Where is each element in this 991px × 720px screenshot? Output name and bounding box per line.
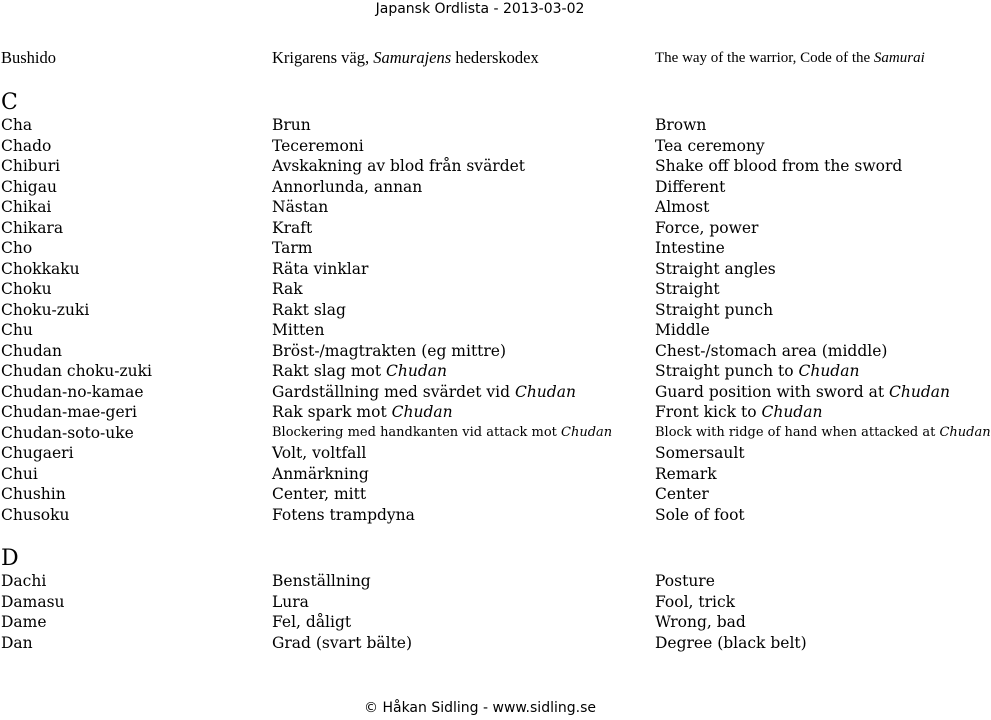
term: Chusoku: [1, 505, 70, 524]
english-translation: Straight angles: [655, 259, 776, 278]
entry-row: [0, 484, 960, 504]
term: Chado: [1, 136, 52, 155]
entry-row: [0, 443, 960, 463]
english-translation: Degree (black belt): [655, 633, 807, 652]
entry-row: [0, 279, 960, 299]
term: Chu: [1, 321, 33, 339]
term: Choku: [1, 280, 52, 298]
swedish-translation: Räta vinklar: [272, 259, 369, 278]
term: Chugaeri: [1, 444, 74, 462]
english-translation: Intestine: [655, 239, 725, 257]
entry-row: [0, 136, 960, 156]
term: Chudan-soto-uke: [1, 423, 134, 442]
entry-row: [0, 300, 960, 320]
swedish-translation: Rakt slag: [272, 300, 346, 319]
entry-row: [0, 382, 960, 402]
english-translation: The way of the warrior, Code of the Samurai: [655, 50, 925, 66]
term: Dachi: [1, 572, 47, 590]
entry-row: [0, 423, 991, 443]
english-translation: Remark: [655, 464, 717, 483]
swedish-translation: Center, mitt: [272, 485, 367, 503]
swedish-translation: Anmärkning: [272, 464, 369, 483]
page-footer: © Håkan Sidling - www.sidling.se: [364, 700, 596, 716]
swedish-translation: Kraft: [272, 218, 313, 237]
swedish-translation: Tarm: [272, 239, 313, 257]
section-letter-c: C: [1, 90, 18, 115]
english-translation: Block with ridge of hand when attacked at Chudan: [655, 424, 991, 440]
entry-row: [0, 341, 960, 361]
term: Chiburi: [1, 157, 61, 175]
page-header: Japansk Ordlista - 2013-03-02: [375, 1, 585, 17]
swedish-translation: Rak: [272, 280, 303, 298]
swedish-translation: Annorlunda, annan: [272, 177, 423, 196]
entry-row: [0, 259, 960, 279]
swedish-translation: Grad (svart bälte): [272, 633, 413, 652]
section-letter-d: D: [1, 546, 19, 571]
entry-row: [0, 177, 960, 197]
term: Cha: [1, 116, 33, 134]
term: Chui: [1, 464, 38, 483]
entry-row: [0, 115, 960, 135]
entry-row: [0, 197, 960, 217]
entry-row: [0, 571, 960, 591]
term: Chudan choku-zuki: [1, 362, 153, 380]
english-translation: Front kick to Chudan: [655, 403, 823, 421]
swedish-translation: Benställning: [272, 572, 371, 590]
swedish-translation: Teceremoni: [272, 136, 364, 155]
english-translation: Tea ceremony: [655, 136, 765, 155]
entry-row: [0, 320, 960, 340]
entry-row: [0, 402, 960, 422]
english-translation: Wrong, bad: [655, 613, 746, 631]
swedish-translation: Krigarens väg, Samurajens hederskodex: [272, 48, 539, 67]
english-translation: Straight punch to Chudan: [655, 362, 860, 380]
english-translation: Fool, trick: [655, 592, 736, 611]
entry-row: [0, 361, 960, 381]
term: Cho: [1, 239, 33, 257]
english-translation: Different: [655, 177, 726, 196]
swedish-translation: Fel, dåligt: [272, 613, 352, 631]
term: Chudan-mae-geri: [1, 403, 138, 421]
swedish-translation: Rakt slag mot Chudan: [272, 362, 447, 380]
english-translation: Straight: [655, 280, 720, 298]
english-translation: Sole of foot: [655, 505, 745, 524]
english-translation: Somersault: [655, 444, 745, 462]
term: Chikara: [1, 218, 64, 237]
entry-row: [0, 238, 960, 258]
entry-row: [0, 464, 960, 484]
term: Dame: [1, 613, 47, 631]
english-translation: Guard position with sword at Chudan: [655, 382, 951, 401]
term: Chudan-no-kamae: [1, 382, 144, 401]
term: Chigau: [1, 177, 57, 196]
english-translation: Force, power: [655, 218, 759, 237]
term: Chudan: [1, 341, 62, 360]
swedish-translation: Rak spark mot Chudan: [272, 403, 453, 421]
term: Chokkaku: [1, 259, 80, 278]
term: Damasu: [1, 592, 65, 611]
swedish-translation: Fotens trampdyna: [272, 505, 415, 524]
english-translation: Middle: [655, 321, 710, 339]
english-translation: Almost: [655, 198, 710, 216]
english-translation: Straight punch: [655, 300, 774, 319]
entry-row: [0, 612, 960, 632]
entry-row: [0, 156, 960, 176]
swedish-translation: Nästan: [272, 198, 329, 216]
english-translation: Chest-/stomach area (middle): [655, 341, 888, 360]
swedish-translation: Bröst-/magtrakten (eg mittre): [272, 341, 507, 360]
swedish-translation: Volt, voltfall: [272, 444, 367, 462]
swedish-translation: Lura: [272, 592, 309, 611]
term: Chushin: [1, 485, 66, 503]
term: Chikai: [1, 198, 52, 216]
swedish-translation: Gardställning med svärdet vid Chudan: [272, 382, 576, 401]
swedish-translation: Brun: [272, 116, 311, 134]
swedish-translation: Blockering med handkanten vid attack mot Chudan: [272, 424, 613, 440]
entry-row: [0, 218, 960, 238]
entry-row: [0, 505, 960, 525]
swedish-translation: Avskakning av blod från svärdet: [272, 157, 526, 175]
english-translation: Shake off blood from the sword: [655, 157, 903, 175]
english-translation: Brown: [655, 116, 707, 134]
english-translation: Center: [655, 485, 709, 503]
term: Choku-zuki: [1, 300, 90, 319]
english-translation: Posture: [655, 572, 715, 590]
term: Bushido: [1, 48, 57, 67]
entry-row-bushido: [0, 48, 960, 68]
entry-row: [0, 592, 960, 612]
term: Dan: [1, 633, 33, 652]
entry-row: [0, 633, 960, 653]
swedish-translation: Mitten: [272, 321, 325, 339]
